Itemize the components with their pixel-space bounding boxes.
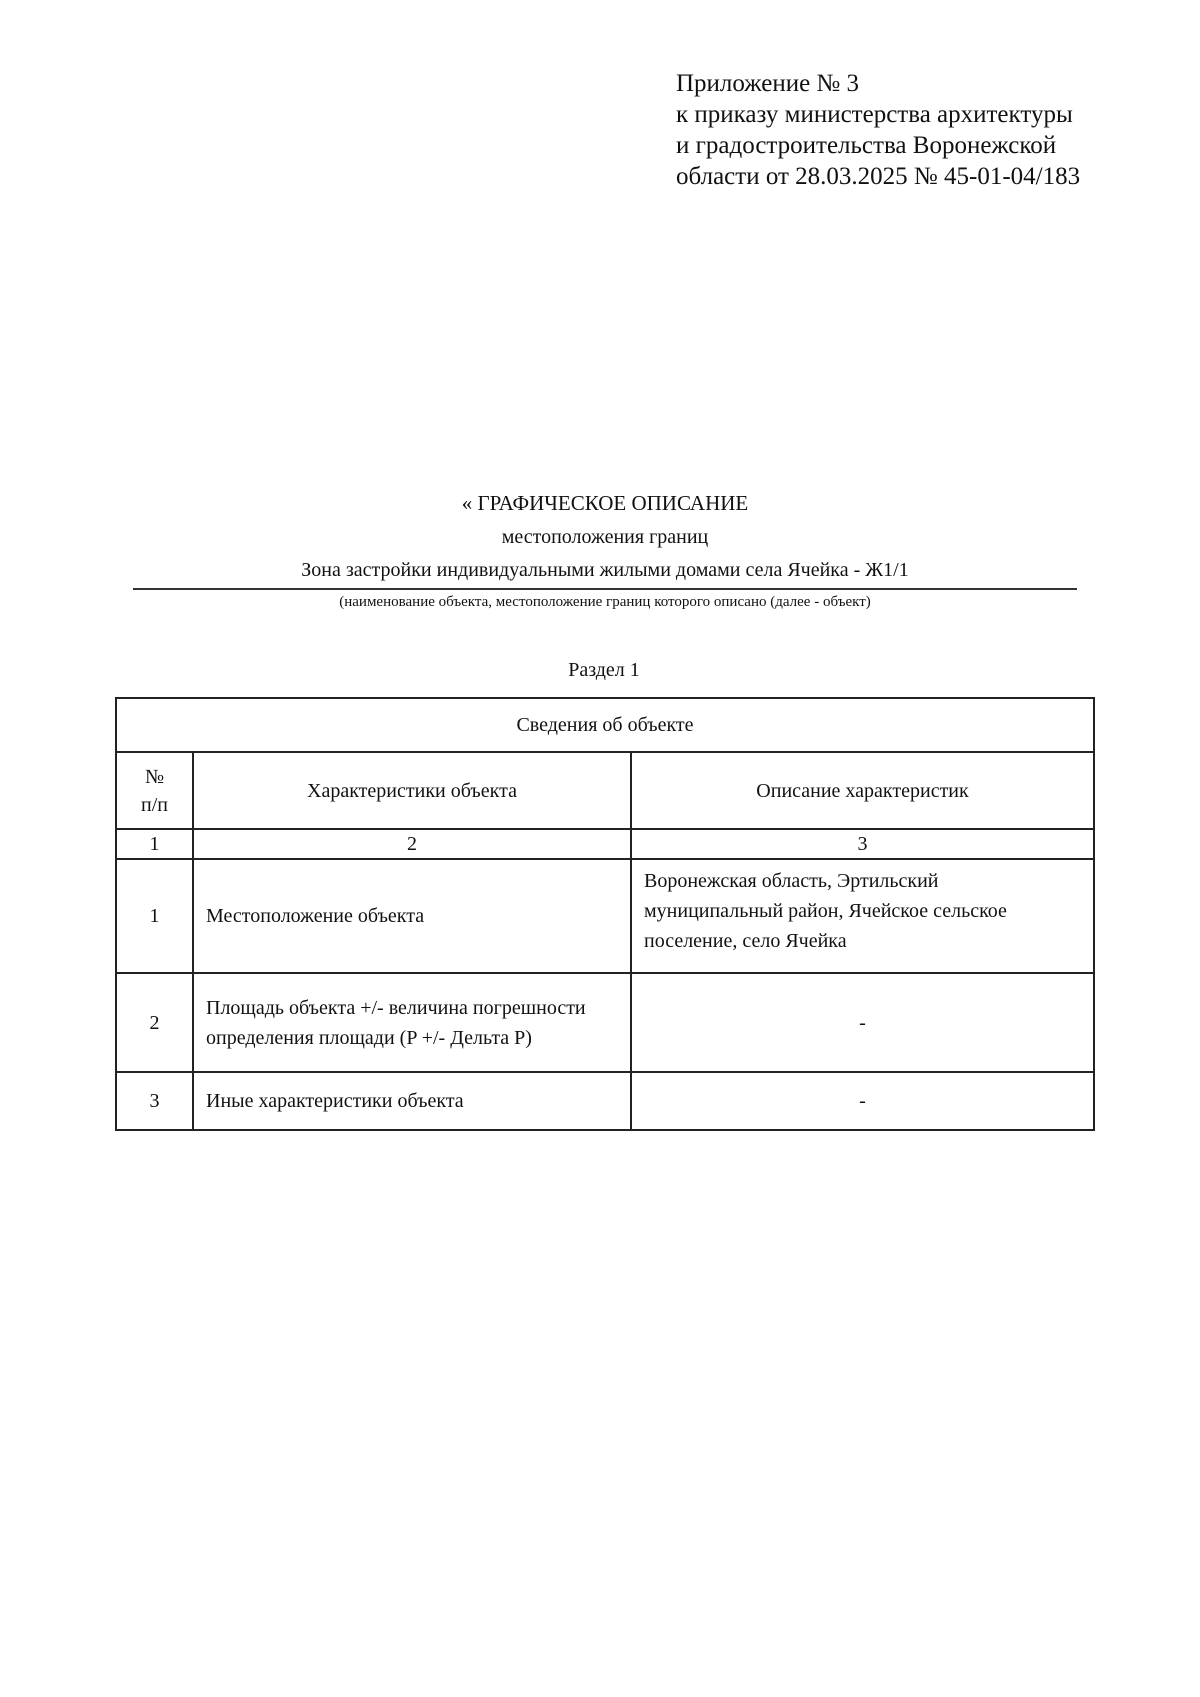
object-info-table-wrap: [115, 697, 1093, 1131]
header-characteristic: Характеристики объекта: [193, 752, 631, 829]
header-number-label: № п/п: [141, 765, 168, 816]
appendix-line: к приказу министерства архитектуры: [676, 101, 1073, 128]
appendix-line: Приложение № 3: [676, 70, 860, 97]
column-number: 2: [193, 829, 631, 859]
row-characteristic: Местоположение объекта: [193, 859, 631, 973]
table-caption: Сведения об объекте: [116, 698, 1094, 752]
row-description: Воронежская область, Эртильский муниципальный район, Ячейское сельское поселение, село Ячейка: [631, 859, 1094, 973]
row-characteristic: Иные характеристики объекта: [193, 1072, 631, 1130]
table-header-row: [116, 752, 1094, 829]
column-numbers-row: [116, 829, 1094, 859]
title-block: [133, 490, 1077, 612]
header-number: [116, 752, 193, 829]
row-number: 1: [116, 859, 193, 973]
table-row: [116, 973, 1094, 1072]
document-title: « ГРАФИЧЕСКОЕ ОПИСАНИЕ: [461, 491, 749, 515]
row-description: -: [631, 973, 1094, 1072]
table-caption-row: [116, 698, 1094, 752]
table-row: [116, 859, 1094, 973]
column-number: 3: [631, 829, 1094, 859]
appendix-line: области от 28.03.2025 № 45-01-04/183: [676, 163, 1081, 190]
header-description: Описание характеристик: [631, 752, 1094, 829]
appendix-line: и градостроительства Воронежской: [676, 132, 1057, 159]
column-number: 1: [116, 829, 193, 859]
row-description: -: [631, 1072, 1094, 1130]
object-info-table: [115, 697, 1095, 1131]
document-subtitle: местоположения границ: [501, 526, 709, 548]
row-characteristic: Площадь объекта +/- величина погрешности определения площади (P +/- Дельта P): [193, 973, 631, 1072]
table-row: [116, 1072, 1094, 1130]
object-name: Зона застройки индивидуальными жилыми домами села Ячейка - Ж1/1: [133, 558, 1077, 590]
appendix-block: [676, 68, 1176, 192]
row-number: 2: [116, 973, 193, 1072]
row-number: 3: [116, 1072, 193, 1130]
section-label: Раздел 1: [568, 659, 640, 681]
object-name-caption: (наименование объекта, местоположение границ которого описано (далее - объект): [339, 594, 871, 610]
